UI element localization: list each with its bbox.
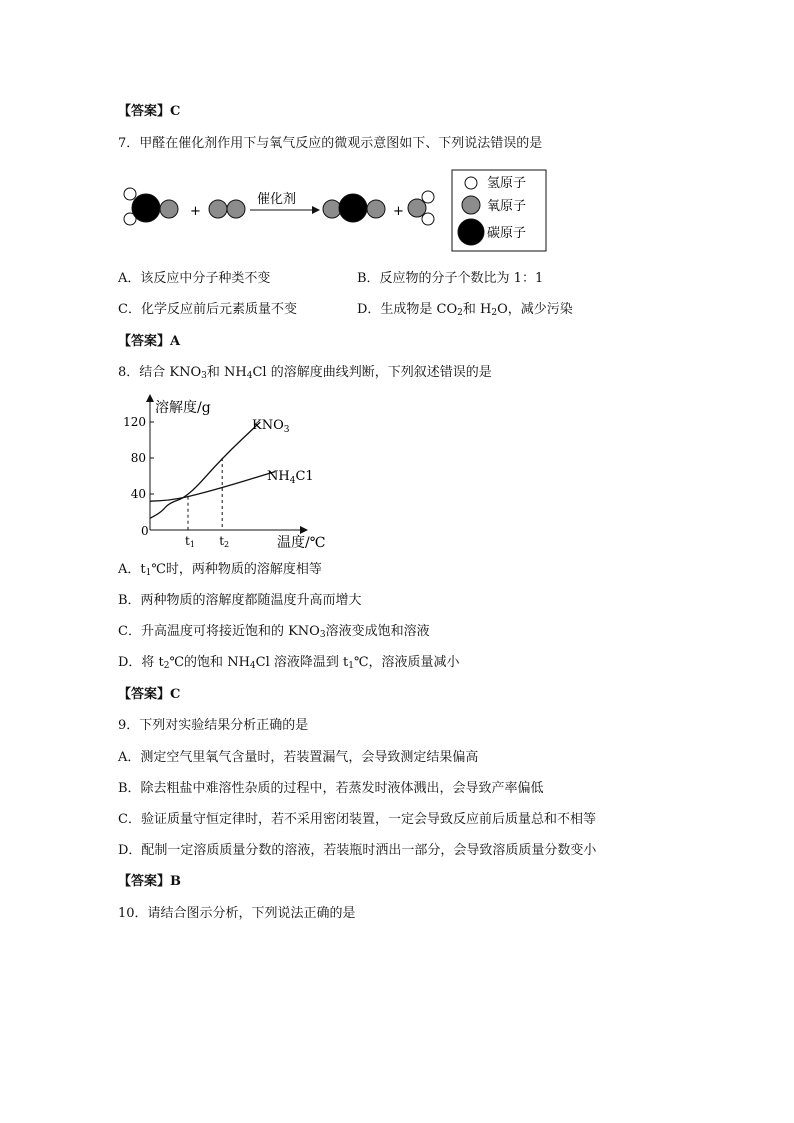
carbon-dioxide-molecule bbox=[323, 194, 385, 222]
hydrogen-legend-label: 氢原子 bbox=[487, 176, 527, 191]
x-axis-label: 温度/℃ bbox=[277, 535, 326, 551]
answer-q8: 【答案】C bbox=[118, 687, 181, 702]
series-label-kno3: $KNO_3$ bbox=[252, 418, 290, 435]
x-tick-label: t2 bbox=[219, 534, 230, 549]
atom-legend bbox=[452, 170, 546, 251]
catalyst-label: 催化剂 bbox=[257, 192, 297, 207]
oxygen-legend-icon bbox=[462, 196, 480, 214]
y-tick-label: 80 bbox=[130, 451, 146, 465]
y-tick-label: 40 bbox=[130, 487, 146, 501]
x-tick-label: t1 bbox=[185, 534, 195, 549]
q7-option-a: A．该反应中分子种类不变 bbox=[118, 271, 271, 286]
plus-sign-1: + bbox=[190, 204, 201, 219]
y-axis-label: 溶解度/g bbox=[155, 400, 211, 416]
question-8-stem: 8．结合 $KNO_3$和 $NH_4Cl$ 的溶解度曲线判断，下列叙述错误的是 bbox=[118, 365, 492, 381]
question-7-stem: 7．甲醛在催化剂作用下与氧气反应的微观示意图如下、下列说法错误的是 bbox=[118, 136, 543, 151]
q9-option-b: B．除去粗盐中难溶性杂质的过程中，若蒸发时液体溅出，会导致产率偏低 bbox=[118, 781, 544, 796]
series-label-nh4cl: $NH_4C1$ bbox=[267, 469, 314, 486]
q7-option-c: C．化学反应前后元素质量不变 bbox=[118, 302, 297, 317]
carbon-legend-label: 碳原子 bbox=[487, 226, 527, 241]
plus-sign-2: + bbox=[393, 204, 404, 219]
answer-q7: 【答案】A bbox=[118, 334, 181, 349]
question-9-stem: 9．下列对实验结果分析正确的是 bbox=[118, 718, 309, 733]
oxygen-legend-label: 氧原子 bbox=[487, 199, 527, 214]
q9-option-d: D．配制一定溶质质量分数的溶液，若装瓶时洒出一部分，会导致溶质质量分数变小 bbox=[118, 843, 597, 858]
answer-q6: 【答案】C bbox=[118, 104, 181, 119]
formaldehyde-molecule bbox=[124, 188, 178, 225]
q7-option-b: B．反应物的分子个数比为 1：1 bbox=[357, 271, 544, 286]
q7-option-d: D．生成物是 $CO_2$和 $H_2O$，减少污染 bbox=[357, 302, 573, 318]
origin-label: 0 bbox=[141, 524, 149, 538]
q8-option-a: A．$t_1℃$时，两种物质的溶解度相等 bbox=[118, 562, 322, 578]
solubility-chart bbox=[110, 392, 350, 554]
curve-kno3 bbox=[150, 422, 260, 518]
water-molecule bbox=[408, 191, 434, 225]
reaction-diagram bbox=[118, 165, 558, 255]
q9-option-a: A．测定空气里氧气含量时，若装置漏气，会导致测定结果偏高 bbox=[118, 750, 479, 765]
y-tick-label: 120 bbox=[123, 415, 146, 429]
q8-option-d: D．将 $t_2℃$的饱和 $NH_4Cl$ 溶液降温到 $t_1℃$，溶液质量减小 bbox=[118, 655, 460, 671]
question-10-stem: 10．请结合图示分析，下列说法正确的是 bbox=[118, 906, 356, 921]
answer-q9: 【答案】B bbox=[118, 874, 181, 889]
hydrogen-legend-icon bbox=[465, 177, 477, 189]
carbon-legend-icon bbox=[458, 219, 484, 245]
x-axis bbox=[150, 526, 308, 534]
curve-nh4cl bbox=[150, 472, 275, 502]
oxygen-molecule bbox=[209, 200, 245, 218]
q8-option-b: B．两种物质的溶解度都随温度升高而增大 bbox=[118, 593, 362, 608]
reaction-arrow bbox=[250, 206, 320, 214]
y-axis bbox=[146, 394, 154, 530]
q8-option-c: C．升高温度可将接近饱和的 $KNO_3$溶液变成饱和溶液 bbox=[118, 624, 430, 640]
q9-option-c: C．验证质量守恒定律时，若不采用密闭装置，一定会导致反应前后质量总和不相等 bbox=[118, 812, 596, 827]
